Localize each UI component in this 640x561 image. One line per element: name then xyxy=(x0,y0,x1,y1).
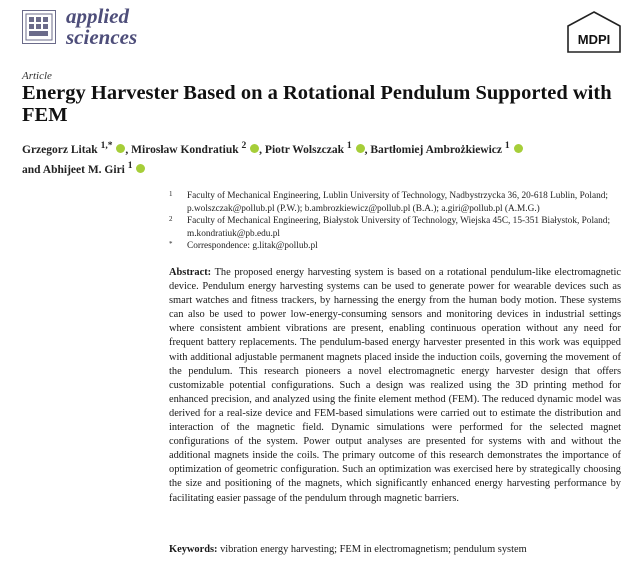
orcid-icon[interactable] xyxy=(514,144,523,153)
journal-name-line1: applied xyxy=(66,4,129,28)
orcid-icon[interactable] xyxy=(136,164,145,173)
author-name[interactable]: Piotr Wolszczak xyxy=(264,143,345,156)
journal-header xyxy=(22,6,622,56)
keywords xyxy=(169,544,621,555)
author-affil-sup: 1 xyxy=(504,140,510,151)
author-affil-sup: 1 xyxy=(127,159,133,171)
author-line-2 xyxy=(22,158,622,178)
affiliation-text: Faculty of Mechanical Engineering, Białystok University of Technology, Wiejska 45C, 15-351 Białystok, Poland; m.kondratiuk@pb.edu.pl xyxy=(187,216,611,239)
author-affil-sup: 1,* xyxy=(100,140,113,151)
journal-name xyxy=(66,6,137,48)
affiliation-number: 2 xyxy=(169,215,173,224)
author-affil-sup: 2 xyxy=(241,140,247,151)
author-conjunction: and xyxy=(22,163,43,176)
affiliations xyxy=(169,190,619,253)
affiliation-number: 1 xyxy=(169,190,173,198)
affiliation-number: * xyxy=(169,240,173,249)
affiliation-item xyxy=(169,190,619,215)
abstract xyxy=(169,266,621,506)
author-name[interactable]: Bartłomiej Ambrożkiewicz xyxy=(370,143,503,156)
author-list xyxy=(22,138,622,178)
orcid-icon[interactable] xyxy=(116,144,125,153)
orcid-icon[interactable] xyxy=(356,144,365,153)
author-affil-sup: 1 xyxy=(346,140,352,151)
author-name[interactable]: Grzegorz Litak xyxy=(22,143,98,156)
publisher-name: MDPI xyxy=(577,32,611,47)
author-name[interactable]: Abhijeet M. Giri xyxy=(42,163,125,176)
affiliation-text: Faculty of Mechanical Engineering, Lublin University of Technology, Nadbystrzycka 36, 20-618 Lublin, Poland; p.wolszczak@pollub.pl (P.W.); b.ambrozkiewicz@pollub.pl (B.A.); a.giri@pollub.pl (A.M.G.) xyxy=(187,191,608,214)
abstract-text: The proposed energy harvesting system is based on a rotational pendulum-like electromagnetic device. Pendulum energy harvesting systems can be used to generate power for wearable devices such as smart watches and fitness trackers, by harnessing the energy from the human body motion. These systems can also be used to power low-energy-consuming sensors and monitoring devices in industrial settings where consistent ambient vibrations are present, enabling continuous operation without any need for frequent battery replacements. The pendulum-based energy harvester presented in this work was equipped with additional adjustable permanent magnets placed inside the induction coils, governing the movement of the pendulum. This research pioneers a novel electromagnetic energy harvester design that offers customizable potential configurations. Such a design was realized using the 3D printing method for enhanced precision, and analyzed using the finite element method (FEM). The reduced dynamic model was derived for a real-size device and FEM-based simulations were carried out to estimate the distribution and interaction of the magnetic field. Dynamic simulations were performed for the selected magnet configurations of the system. Power output analyses are presented for systems with and without the additional magnets inside the coils. The primary outcome of this research demonstrates the importance of optimization of geometric configuration. Such an optimization was exercised here by strategically choosing the size and positioning of the magnets, which significantly enhanced energy harvesting performance by facilitating easier passage of the pendulum through magnetic barriers. xyxy=(169,267,621,504)
author-line-1: Grzegorz Litak $^{1,*}$ , Mirosław Kondratiuk $^2$ , Piotr Wolszczak $^1$ , Bartłomiej Ambrożkiewicz $^1$ xyxy=(22,138,622,158)
mdpi-logo-icon xyxy=(566,10,622,56)
article-title: Energy Harvester Based on a Rotational Pendulum Supported with FEM xyxy=(22,82,612,126)
orcid-icon[interactable] xyxy=(250,144,259,153)
abstract-label: Abstract: xyxy=(169,267,212,278)
keywords-text: vibration energy harvesting; FEM in electromagnetism; pendulum system xyxy=(220,544,527,555)
author-name[interactable]: Mirosław Kondratiuk xyxy=(131,143,239,156)
article-type: Article xyxy=(22,70,52,82)
correspondence-text: Correspondence: g.litak@pollub.pl xyxy=(187,241,318,252)
correspondence xyxy=(169,240,619,253)
journal-name-line2: sciences xyxy=(66,25,138,49)
affiliation-item xyxy=(169,215,619,240)
journal-logo-icon xyxy=(22,10,56,44)
keywords-label: Keywords: xyxy=(169,544,218,555)
